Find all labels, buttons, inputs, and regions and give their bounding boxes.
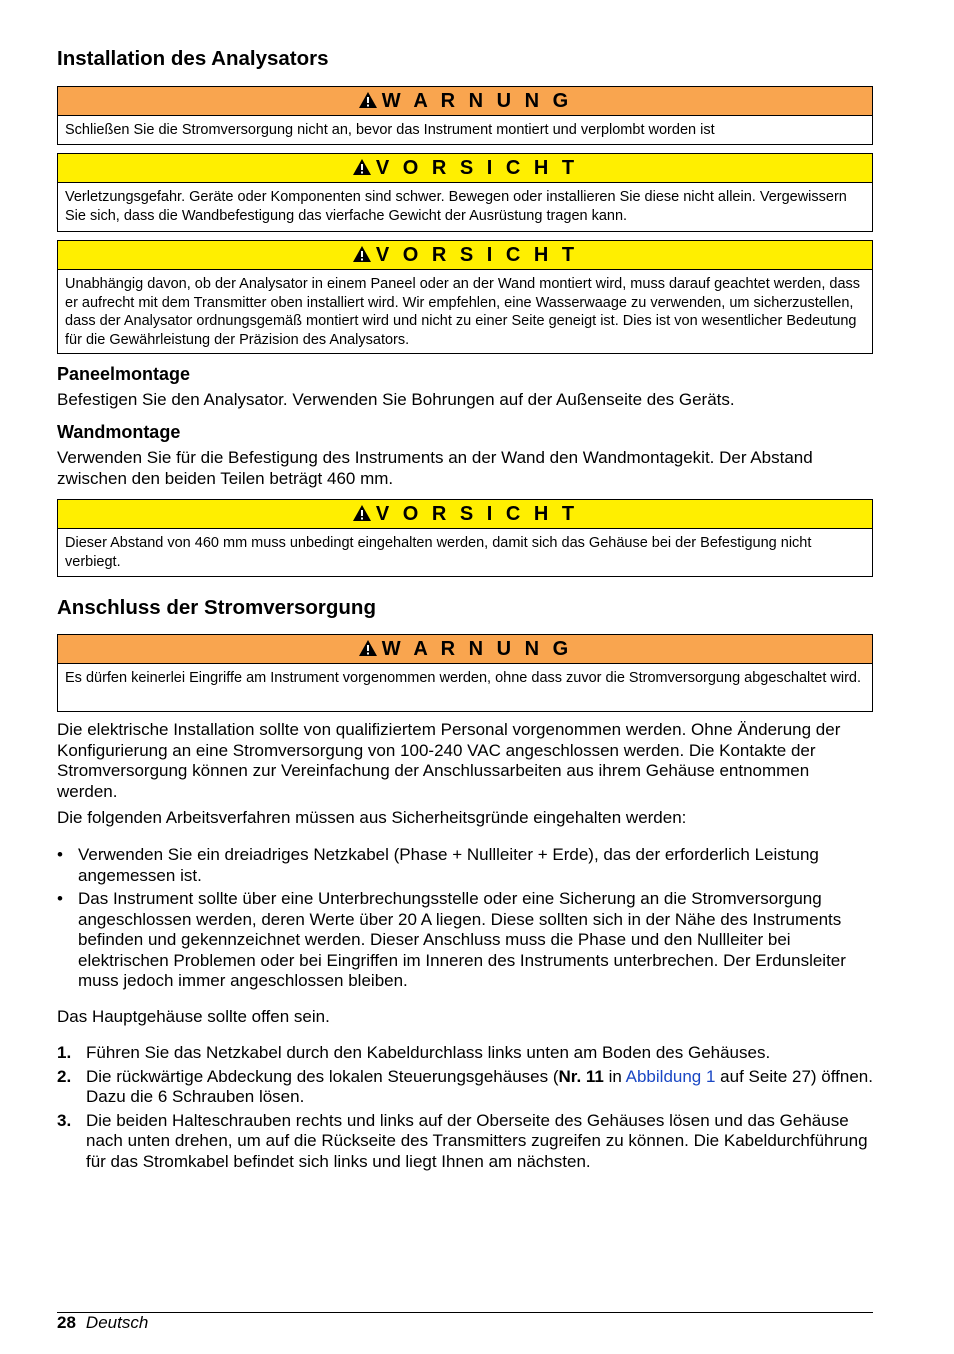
caution-label: V O R S I C H T [375,244,579,266]
caution-box [57,240,873,354]
step-item: 1. Führen Sie das Netzkabel durch den Kabeldurchlass links unten am Boden des Gehäuses. [57,1043,771,1062]
step-number: 2. [57,1066,72,1086]
wall-text: Verwenden Sie für die Befestigung des Instruments an der Wand den Wandmontagekit. Der Abstand zwischen den beiden Teilen beträgt 460 mm. [57,448,813,488]
warning-triangle-icon [352,504,372,522]
caution-text: Dieser Abstand von 460 mm muss unbedingt eingehalten werden, damit sich das Gehäuse bei der Befestigung nicht verbiegt. [65,535,812,570]
subsection-title-wall: Wandmontage [57,422,181,442]
warning-triangle-icon [352,158,372,176]
warning-label: W A R N U N G [381,638,573,660]
footer-language: Deutsch [85,1313,149,1332]
procedures-intro: Die folgenden Arbeitsverfahren müssen aus Sicherheitsgründe eingehalten werden: [57,808,687,827]
step-number: 1. [57,1043,72,1062]
step-item: 3. Die beiden Halteschrauben rechts und links auf der Oberseite des Gehäuses lösen und das Gehäuse nach unten drehen, um auf die Rückseite des Transmitters zugreifen zu können. Die Kabeldurchführung für das Stromkabel befindet sich links und liegt Ihnen am nächsten. [57,1110,868,1171]
warning-text: Schließen Sie die Stromversorgung nicht an, bevor das Instrument montiert und verplombt worden ist [65,122,715,138]
bullet-icon: • [57,845,63,864]
caution-text: Verletzungsgefahr. Geräte oder Komponenten sind schwer. Bewegen oder installieren Sie diese nicht allein. Vergewissern Sie sich, dass die Wandbefestigung das vierfache Gewicht der Ausrüstung tragen kann. [65,189,847,224]
power-paragraph: Die elektrische Installation sollte von qualifiziertem Personal vorgenommen werden. Ohne Änderung der Konfigurierung an eine Stromversorgung von 100-240 VAC angeschlossen werden. Die Kontakte der Stromversorgung können zur Vereinfachung der Anschlussarbeiten aus ihrem Gehäuse entnommen werden. [57,720,841,801]
safety-bullet-list [57,845,873,992]
warning-triangle-icon [352,245,372,263]
housing-open-text: Das Hauptgehäuse sollte offen sein. [57,1007,330,1026]
page-number: 28 [57,1313,76,1332]
item-number-ref: Nr. 11 [558,1066,604,1086]
warning-box [57,634,873,712]
figure-link[interactable]: Abbildung 1 [625,1066,716,1086]
warning-label: W A R N U N G [381,90,573,112]
warning-triangle-icon [358,91,378,109]
caution-label: V O R S I C H T [375,157,579,179]
step-number: 3. [57,1110,72,1130]
warning-text: Es dürfen keinerlei Eingriffe am Instrument vorgenommen werden, ohne dass zuvor die Stromversorgung abgeschaltet wird. [65,670,862,686]
section-title-installation: Installation des Analysators [57,47,329,70]
bullet-icon: • [57,889,63,908]
caution-text: Unabhängig davon, ob der Analysator in einem Paneel oder an der Wand montiert wird, muss darauf geachtet werden, dass er aufrecht mit dem Transmitter oben installiert wird. Wir empfehlen, eine Wasserwaage zu verwenden, um sicherzustellen, dass der Analysator ordnungsgemäß montiert wird und nicht zu einer Seite geneigt ist. Dies ist von wesentlicher Bedeutung für die Gewährleistung der Präzision des Analysators. [65,276,861,348]
footer-divider [57,1312,873,1313]
step-item: 2. Die rückwärtige Abdeckung des lokalen Steuerungsgehäuses (Nr. 11 in Abbildung 1 auf Seite 27) öffnen. Dazu die 6 Schrauben lösen. [57,1066,873,1106]
warning-box [57,86,873,145]
warning-triangle-icon [358,639,378,657]
panel-text: Befestigen Sie den Analysator. Verwenden Sie Bohrungen auf der Außenseite des Geräts. [57,390,735,409]
section-title-power: Anschluss der Stromversorgung [57,596,376,619]
page-footer [57,1313,148,1333]
steps-list [57,1043,873,1172]
caution-box [57,499,873,577]
list-item: • Verwenden Sie ein dreiadriges Netzkabel (Phase + Nullleiter + Erde), das der erforderlich Leistung angemessen ist. [57,845,819,885]
caution-box [57,153,873,232]
caution-label: V O R S I C H T [375,503,579,525]
subsection-title-panel: Paneelmontage [57,364,191,384]
list-item: • Das Instrument sollte über eine Unterbrechungsstelle oder eine Sicherung an die Stromversorgung angeschlossen werden, deren Werte über 20 A liegen. Diese sollten sich in der Nähe des Instruments befinden und gekennzeichnet werden. Dieser Anschluss muss die Phase und den Nullleiter bei elektrischen Problemen oder bei Eingriffen im Inneren des Instruments unterbrechen. Der Erdunsleiter muss jedoch immer angeschlossen bleiben. [57,889,846,990]
